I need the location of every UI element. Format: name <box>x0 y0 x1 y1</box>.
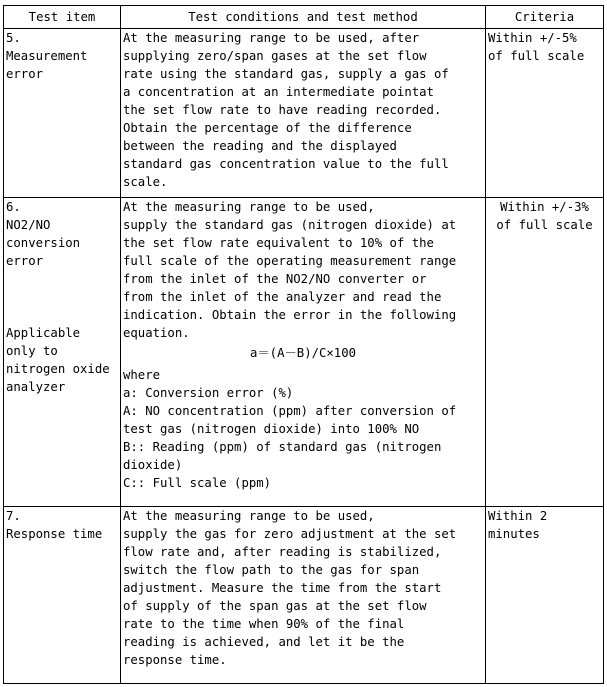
table-row <box>4 198 604 506</box>
test-item-note: Applicable only to nitrogen oxide analyzer <box>6 326 110 395</box>
table-row <box>4 29 604 198</box>
test-spec-table <box>3 5 604 684</box>
header-criteria: Criteria <box>486 6 604 29</box>
criteria-cell: Within +/-3% of full scale <box>486 198 604 506</box>
test-method-text: At the measuring range to be used, supply the standard gas (nitrogen dioxide) at the set flow rate equivalent to 10% of the full scale of the operating measurement range from the inlet of the NO2/NO converter or from the inlet of the analyzer and read the indication. Obtain the error in the following equation. <box>123 200 457 341</box>
criteria-cell: Within +/-5% of full scale <box>486 29 604 198</box>
test-item-cell <box>4 198 121 506</box>
header-test-conditions: Test conditions and test method <box>121 6 486 29</box>
criteria-cell: Within 2 minutes <box>486 506 604 683</box>
test-item-cell: 5. Measurement error <box>4 29 121 198</box>
test-item-label: 6. NO2/NO conversion error <box>6 200 81 269</box>
test-method-cell: At the measuring range to be used, supply the gas for zero adjustment at the set flow rate and, after reading is stabilized, switch the flow path to the gas for span adjustment. Measure the time from the start of supply of the span gas at the set flow rate to the time when 90% of the final reading is achieved, and let it be the response time. <box>121 506 486 683</box>
equation-definitions: where a: Conversion error (%) A: NO concentration (ppm) after conversion of test gas (nitrogen dioxide) into 100% NO B:: Reading (ppm) of standard gas (nitrogen dioxide) C:: Full scale (ppm) <box>123 368 457 491</box>
test-item-cell: 7. Response time <box>4 506 121 683</box>
conversion-equation: a＝(A－B)/C×100 <box>249 346 357 361</box>
test-method-cell <box>121 198 486 506</box>
test-method-cell: At the measuring range to be used, after supplying zero/span gases at the set flow rate using the standard gas, supply a gas of a concentration at an intermediate pointat the set flow rate to have reading recorded. Obtain the percentage of the difference between the reading and the displayed standard gas concentration value to the full scale. <box>121 29 486 198</box>
header-row <box>4 6 604 29</box>
header-test-item: Test item <box>4 6 121 29</box>
table-row <box>4 506 604 683</box>
